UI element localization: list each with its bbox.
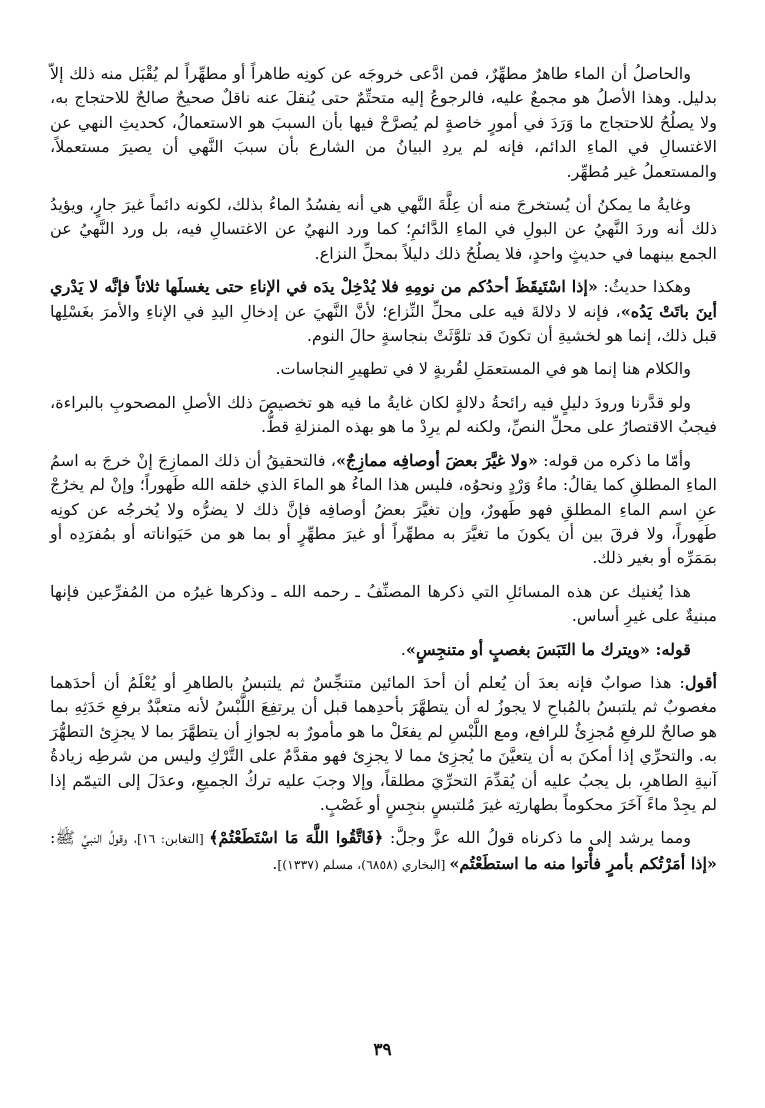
text-segment: هذا يُغنيك عن هذه المسائلِ التي ذكرها المصنِّفُ ـ رحمه الله ـ وذكرها غيرُه من المُفرِّعين فإنها مبنيةٌ على غيرِ أساس. [50,581,717,626]
paragraph [50,357,717,381]
paragraph [50,638,717,662]
text-segment: ، فإنه لا دلالةَ فيه على محلِّ النِّزاع؛ لأنَّ النَّهيَ عن إدخالِ اليدِ في الإناءِ والأمرَ بغَسْلِها قبل ذلك، إنما هو لخشيةِ أن تكونَ قد تلوَّثَتْ بنجاسةٍ حالَ النوم. [50,301,717,346]
paragraph [50,193,717,266]
text-segment: والكلام هنا إنما هو في المستعمَلِ لقُربةٍ لا في تطهيرِ النجاسات. [275,359,691,379]
paragraph [50,580,717,629]
text-segment: : هذا صوابٌ فإنه بعدَ أن يُعلم أن أحدَ المائين متنجِّسٌ ثم يلتبسُ بالطاهرِ أو يُعْلَمُ أن أحدَهما مغصوبٌ ثم يلتبسُ بالمُباحِ لا يجوزُ له أن يتطهَّرَ بأحدِهما قبل أن يرتفِعَ اللَّبْسُ لأنه متعبَّدٌ برفعِ حَدَثِهِ بما هو صالحٌ للرفعِ مُجزِئٌ للرافع، ومع اللَّبْسِ لم يفعَلْ ما هو مأمورٌ به لجوازِ أن يتطهَّرَ بما لا يجزِئ التطهُّرَ به. والتحرِّي إذا أمكنَ به أن يتعيَّنَ ما يُجزِئ مما لا يجزِئ فهو مقدَّمٌ على التَّرْكِ وليس من شرطِه زيادةُ آنيةِ الطاهرِ، بل يجبُ عليه أن يُقدِّمَ التحرِّيَ مطلقاً، وإلا وجبَ عليه تركُ الجميعِ، وعدَلَ إلى التيمّم إذا لم يجِدْ ماءً آخَرَ محكوماً بطهارتِه غيرَ مُلتبسٍ بنجِسٍ أو غَصْبٍ. [50,672,717,814]
paragraph [50,826,717,877]
text-segment: . [272,853,278,873]
paragraph [50,275,717,348]
quoted-text: «ويترك ما التَبَسَ بغصبٍ أو متنجِسٍ» [405,639,650,659]
text-segment: ومما يرشد إلى ما ذكرناه قولُ الله عزَّ وجلَّ: [383,828,692,848]
page-number: ٣٩ [373,1040,392,1060]
paragraph [50,62,717,184]
paragraph [50,671,717,817]
text-segment: والحاصلُ أن الماء طاهرٌ مطهِّرٌ، فمن ادَّعى خروجَه عن كونِه طاهراً أو مطهِّراً لم يُقْبَل منه ذلك إلاّ بدليل. وهذا الأصلُ هو مجمعٌ عليه، فالرجوعُ إليه متحتِّمٌ حتى يُنقلَ عنه ناقلٌ صحيحٌ صالحٌ للاحتجاج به، ولا يصلُحُ للاحتجاج ما وَرَدَ في أمورٍ خاصةٍ لم يُصرَّحْ فيها بأن السببَ هو الاستعمالُ، كحديثِ النهي عن الاغتسالِ في الماءِ الدائم، فإنه لم يردِ البيانُ من الشارع بأن سببَ النَّهي أن يصيرَ مستعملاً، والمستعملُ غير مُطهِّر. [50,64,717,181]
text-segment: ، فالتحقيقُ أن ذلك الممازِجَ إنْ خرجَ به اسمُ الماءِ المطلقِ كما يقالُ: ماءُ وَرْدٍ ونحوُه، فليس هذا الماءُ هو الماءَ الذي خلقه الله طَهوراً؛ وإنْ لم يخرُجْ عنِ اسم الماءِ المطلقِ فهو طَهورٌ، وإن تغيَّرَ بعضُ أوصافِه فإنَّ ذلك لا يضرُّه ولا يُخرجُه عن كونِه طَهوراً، ولا فرقَ بين أن يكونَ ما تغيَّرَ به مطهِّراً أو غيرَ مطهِّرٍ أو بما هو من حَيَواناته أو بمُفرَدِه أو بمَمَرِّه أو بغير ذلك. [50,450,717,568]
body-text [50,62,717,877]
citation-text: [البخاري (٦٨٥٨)، مسلم (١٣٣٧)] [277,856,450,872]
text-segment: ولو قدَّرنا ورودَ دليلٍ فيه رائحةُ دلالةٍ لكان غايةُ ما فيه هو تخصيصَ ذلك الأصلِ المصحوبِ بالبراءة، فيجبُ الاقتصارُ على محلِّ النصِّ، ولكنه لم يرِدْ ما هو بهذه المنزلةِ قطُّ. [50,392,717,437]
text-segment: . [400,639,406,659]
quoted-text: «إذا أمَرْتُكم بأمرٍ فأْتوا منه ما استطَعْتُم» [449,853,717,873]
quoted-text: قوله: [649,639,691,659]
quoted-text: أقول [684,672,717,692]
text-segment: وغايةُ ما يمكنُ أن يُستخرجَ منه أن عِلَّةَ النَّهي هي أنه يفسُدُ الماءُ بذلك، لكونه دائماً غيرَ جارٍ، ويؤيدُ ذلك أنه وردَ النَّهيُ عن البولِ في الماءِ الدَّائمِ؛ كما ورد النهيُ عن الاغتسالِ فيه، بل ورد النَّهيُ عن الجمع بينهما في حديثٍ واحدٍ، فلا يصلُحُ ذلك دليلاً بمحلِّ النزاع. [50,195,717,263]
paragraph [50,391,717,440]
text-segment: وأمّا ما ذكره من قوله: [537,450,692,470]
quoted-text: ﴿فَاتَّقُوا اللَّهَ مَا اسْتَطَعْتُمْ﴾ [209,828,384,848]
text-segment: ، وقولُ النبيِّ ﷺ: [50,828,137,848]
paragraph [50,449,717,571]
quoted-text: «إذا اسْتَيقَظَ أحدُكم من نومِهِ فلا يُدْخِلْ يدَه في الإناءِ حتى يغسلَها ثلاثاً فإنَّه لا يَدْري أينَ باتَتْ يَدُه» [50,277,718,321]
citation-text: [التغابن: ١٦] [136,831,210,847]
quoted-text: «ولا غيَّرَ بعضَ أوصافِه ممازِجٌ» [335,450,538,470]
text-segment: وهكذا حديثُ: [597,277,691,297]
